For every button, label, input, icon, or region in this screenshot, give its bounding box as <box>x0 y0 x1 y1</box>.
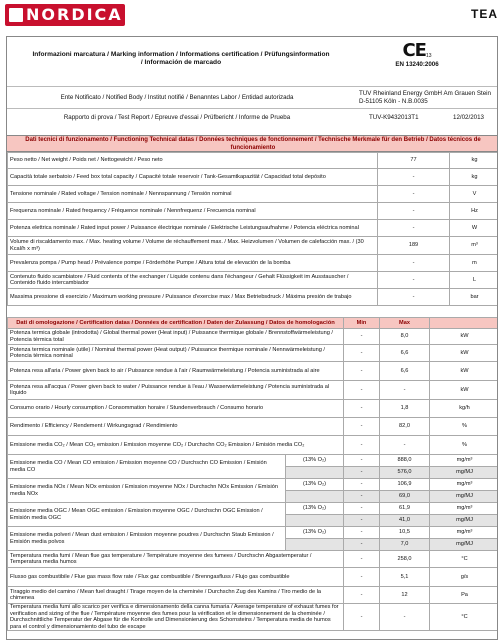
o2-spacer <box>286 515 344 527</box>
row-value: - <box>378 220 450 237</box>
certification-row <box>8 381 499 400</box>
max-value: 12 <box>380 587 430 604</box>
min-value: - <box>344 527 380 539</box>
min-column-header: Min <box>344 318 380 329</box>
o2-spacer <box>286 467 344 479</box>
row-label: Emissione media NOx / Mean NOx emission / Emission moyenne NOx / Durchschn NOx Emission / Emisión media NOx <box>8 479 286 503</box>
ce-mark-icon: CE <box>402 40 426 61</box>
unit-value: °C <box>430 604 499 631</box>
test-report-row <box>7 109 498 127</box>
row-unit: m <box>450 255 499 272</box>
max-value-mj: 69,0 <box>380 491 430 503</box>
certification-table <box>7 317 498 631</box>
max-value: - <box>380 436 430 455</box>
unit-value-mj: mg/MJ <box>430 515 499 527</box>
row-unit: Hz <box>450 203 499 220</box>
unit-value: % <box>430 418 499 436</box>
certification-row <box>8 551 499 568</box>
max-value: 258,0 <box>380 551 430 568</box>
o2-spacer <box>286 539 344 551</box>
unit-value: kW <box>430 345 499 362</box>
row-value: - <box>378 169 450 186</box>
notified-body-value: TÜV Rheinland Energy GmbH Am Grauen Stein D-51105 Köln - N.B.0035 <box>359 90 491 105</box>
test-report-date: 12/02/2013 <box>453 114 484 121</box>
max-value: 6,6 <box>380 345 430 362</box>
max-value-mj: 7,0 <box>380 539 430 551</box>
min-value: - <box>344 362 380 381</box>
model-name: TEA <box>471 7 498 21</box>
certification-header-row <box>8 318 499 329</box>
certification-row <box>8 400 499 418</box>
row-label: Prevalenza pompa / Pump head / Prévalence pompe / Förderhöhe Pumpe / Altura total de elevación de la bomba <box>8 255 378 272</box>
notified-body-row <box>7 87 498 109</box>
technical-row <box>8 186 499 203</box>
row-value: 77 <box>378 153 450 169</box>
row-label: Consumo orario / Hourly consumption / Consommation horaire / Stundenverbrauch / Consumo horario <box>8 400 344 418</box>
o2-reference-label: (13% O₂) <box>286 527 344 539</box>
row-label: Potenza resa all'aria / Power given back to air / Puissance rendue à l'air / Raumwärmeleistung / Potencia suministrada al aire <box>8 362 344 381</box>
unit-value: kW <box>430 381 499 400</box>
certification-row <box>8 455 499 467</box>
row-unit: bar <box>450 289 499 306</box>
marking-info-section <box>7 37 498 127</box>
technical-row <box>8 203 499 220</box>
max-value: 8,0 <box>380 329 430 345</box>
test-report-label: Rapporto di prova / Test Report / Epreuve d'essai / Prüfbericht / Informe de Prueba <box>63 114 291 121</box>
certification-row <box>8 345 499 362</box>
row-unit: W <box>450 220 499 237</box>
certification-row <box>8 503 499 515</box>
row-label: Frequenza nominale / Rated frequency / Fréquence nominale / Nennfrequenz / Frecuencia nominal <box>8 203 378 220</box>
certification-row <box>8 436 499 455</box>
certification-row <box>8 479 499 491</box>
max-value: 106,9 <box>380 479 430 491</box>
min-value: - <box>344 503 380 515</box>
certification-row <box>8 587 499 604</box>
standard-number: EN 13240:2006 <box>395 61 439 68</box>
o2-reference-label: (13% O₂) <box>286 455 344 467</box>
certification-title: Dati di omologazione / Certification datas / Données de certification / Daten der Zulassung / Datos de homologación <box>8 318 344 329</box>
row-value: 189 <box>378 237 450 255</box>
row-label: Rendimento / Efficiency / Rendement / Wirkungsgrad / Rendimiento <box>8 418 344 436</box>
certification-row <box>8 329 499 345</box>
row-label: Emissione media OGC / Mean OGC emission / Emission moyenne OGC / Durchschn OGC Emission / Emisión media OGC <box>8 503 286 527</box>
row-unit: V <box>450 186 499 203</box>
row-label: Capacità totale serbatoio / Feed box total capacity / Capacité totale reservoir / Tank-Gesamtkapazität / Capacidad total depósito <box>8 169 378 186</box>
logo-mark-icon <box>9 8 23 22</box>
ce-mark-block <box>357 40 477 68</box>
row-label: Massima pressione di esercizio / Maximum working pressure / Puissance d'exercise max / Max Betriebsdruck / Máxima presión de trabajo <box>8 289 378 306</box>
min-value: - <box>344 479 380 491</box>
max-value-mj: 576,0 <box>380 467 430 479</box>
min-value: - <box>344 329 380 345</box>
row-label: Flusso gas combustibile / Flue gas mass flow rate / Flux gaz combustible / Brenngasfluss / Flujo gas combustible <box>8 568 344 587</box>
marking-title-row <box>7 37 498 87</box>
unit-value: g/s <box>430 568 499 587</box>
technical-row <box>8 272 499 289</box>
ce-year: 13 <box>425 53 432 59</box>
max-value: - <box>380 604 430 631</box>
max-value-mj: 41,0 <box>380 515 430 527</box>
technical-row <box>8 169 499 186</box>
technical-data-table <box>7 152 498 306</box>
row-value: - <box>378 203 450 220</box>
unit-value-mj: mg/MJ <box>430 467 499 479</box>
min-value: - <box>344 381 380 400</box>
unit-value: °C <box>430 551 499 568</box>
min-value: - <box>344 418 380 436</box>
row-value: - <box>378 272 450 289</box>
marking-document <box>6 36 498 640</box>
row-label: Emissione media polveri / Mean dust emission / Emission moyenne poudres / Durchschn Staub Emission / Emisión media polvos <box>8 527 286 551</box>
row-label: Emissione media CO / Mean CO emission / Emission moyenne CO / Durchschn CO Emission / Emisión media CO <box>8 455 286 479</box>
o2-reference-label: (13% O₂) <box>286 503 344 515</box>
row-value: - <box>378 186 450 203</box>
row-unit: kg <box>450 169 499 186</box>
max-value: 1,8 <box>380 400 430 418</box>
unit-value: kW <box>430 329 499 345</box>
row-label: Peso netto / Net weight / Poids net / Nettogewicht / Peso neto <box>8 153 378 169</box>
page-header <box>0 0 502 30</box>
max-value: 82,0 <box>380 418 430 436</box>
max-value: 61,9 <box>380 503 430 515</box>
o2-spacer <box>286 491 344 503</box>
unit-value: mg/m³ <box>430 503 499 515</box>
unit-value: mg/m³ <box>430 479 499 491</box>
notified-body-label: Ente Notificato / Notified Body / Institut notifié / Benanntes Labor / Entidad autorizada <box>60 94 294 101</box>
row-label: Volume di riscaldamento max. / Max. heating volume / Volume de réchauffement max. / Max. Heizvolumen / Volumen de calefacción max. / (30 Kcal/h x m³) <box>8 237 378 255</box>
o2-reference-label: (13% O₂) <box>286 479 344 491</box>
unit-column-header <box>430 318 499 329</box>
min-value: - <box>344 568 380 587</box>
row-label: Temperatura media fumi allo scarico per verifica e dimensionamento della canna fumaria / Average temperature of exhaust fumes for verification and sizing of the flue / Température moyenne des fumes pour la vérification et le dimensionnement de la cheminée / Durchschnittliche Temperatur der Abgase für die Kontrolle und Dimensionierung des Schornsteins / Temperatura media de humos para el control y dimensionamiento del tubo de escape <box>8 604 344 631</box>
min-value: - <box>344 587 380 604</box>
row-label: Temperatura media fumi / Mean flue gas temperature / Température moyenne des fumees / Durchschn Abgastemperatur / Temperatura media humos <box>8 551 344 568</box>
certification-row <box>8 418 499 436</box>
certification-row <box>8 362 499 381</box>
min-value-mj: - <box>344 539 380 551</box>
row-label: Contenuto fluido scambiatore / Fluid contents of the exchanger / Liquide contenu dans l'échangeur / Gehalt Flüssigkeit im Ausstauscher / Contenido fluido intercambiador <box>8 272 378 289</box>
row-value: - <box>378 289 450 306</box>
row-label: Tensione nominale / Rated voltage / Tension nominale / Nennspannung / Tensión nominal <box>8 186 378 203</box>
unit-value: kg/h <box>430 400 499 418</box>
brand-logo <box>5 4 125 26</box>
row-unit: kg <box>450 153 499 169</box>
unit-value: kW <box>430 362 499 381</box>
technical-row <box>8 220 499 237</box>
unit-value: mg/m³ <box>430 527 499 539</box>
unit-value-mj: mg/MJ <box>430 491 499 503</box>
unit-value: % <box>430 436 499 455</box>
technical-data-title: Dati tecnici di funzionamento / Functioning Technical datas / Données techniques de fonctionnement / Technische Merkmale für den Betrieb / Datos técnicos de funcionamiento <box>7 135 498 152</box>
min-value-mj: - <box>344 467 380 479</box>
row-label: Potenza elettrica nominale / Rated input power / Puissance électrique nominale / Elektrische Leistungsaufnahme / Potencia eléctrica nominal <box>8 220 378 237</box>
certification-row <box>8 527 499 539</box>
min-value: - <box>344 455 380 467</box>
min-value: - <box>344 436 380 455</box>
technical-row <box>8 237 499 255</box>
max-value: 10,5 <box>380 527 430 539</box>
unit-value-mj: mg/MJ <box>430 539 499 551</box>
max-value: - <box>380 381 430 400</box>
row-label: Tiraggio medio del camino / Mean fuel draught / Tirage moyen de la cheminée / Durchschn Zug des Kamins / Tiro medio de la chimenea <box>8 587 344 604</box>
certification-row <box>8 568 499 587</box>
max-value: 5,1 <box>380 568 430 587</box>
technical-row <box>8 255 499 272</box>
test-report-number: TÜV-K9432013T1 <box>369 114 419 121</box>
min-value: - <box>344 345 380 362</box>
row-label: Potenza resa all'acqua / Power given back to water / Puissance rendue à l'eau / Wasserwärmeleistung / Potencia suministrada al líquido <box>8 381 344 400</box>
min-value-mj: - <box>344 491 380 503</box>
brand-name: NORDICA <box>26 5 123 24</box>
row-unit: m³ <box>450 237 499 255</box>
max-value: 6,6 <box>380 362 430 381</box>
row-label: Potenza termica globale (introdotta) / Global thermal power (Heat input) / Puissance thermique globale / Brennstoffwärmeleistung / Potencia térmica total <box>8 329 344 345</box>
row-unit: L <box>450 272 499 289</box>
row-label: Emissione media CO₂ / Mean CO₂ emission / Emission moyenne CO₂ / Durchschn CO₂ Emission / Emisión media CO₂ <box>8 436 344 455</box>
max-value: 888,0 <box>380 455 430 467</box>
technical-row <box>8 289 499 306</box>
row-label: Potenza termica nominale (utile) / Nominal thermal power (Heat output) / Puissance thermique nominale / Nennwärmeleistung / Potencia térmica nominal <box>8 345 344 362</box>
row-value: - <box>378 255 450 272</box>
technical-row <box>8 153 499 169</box>
min-value: - <box>344 551 380 568</box>
unit-value: Pa <box>430 587 499 604</box>
min-value-mj: - <box>344 515 380 527</box>
marking-title: Informazioni marcatura / Marking information / Informations certification / Prüfungsinformation / Información de marcado <box>32 51 330 66</box>
max-column-header: Max <box>380 318 430 329</box>
min-value: - <box>344 604 380 631</box>
unit-value: mg/m³ <box>430 455 499 467</box>
certification-row <box>8 604 499 631</box>
min-value: - <box>344 400 380 418</box>
